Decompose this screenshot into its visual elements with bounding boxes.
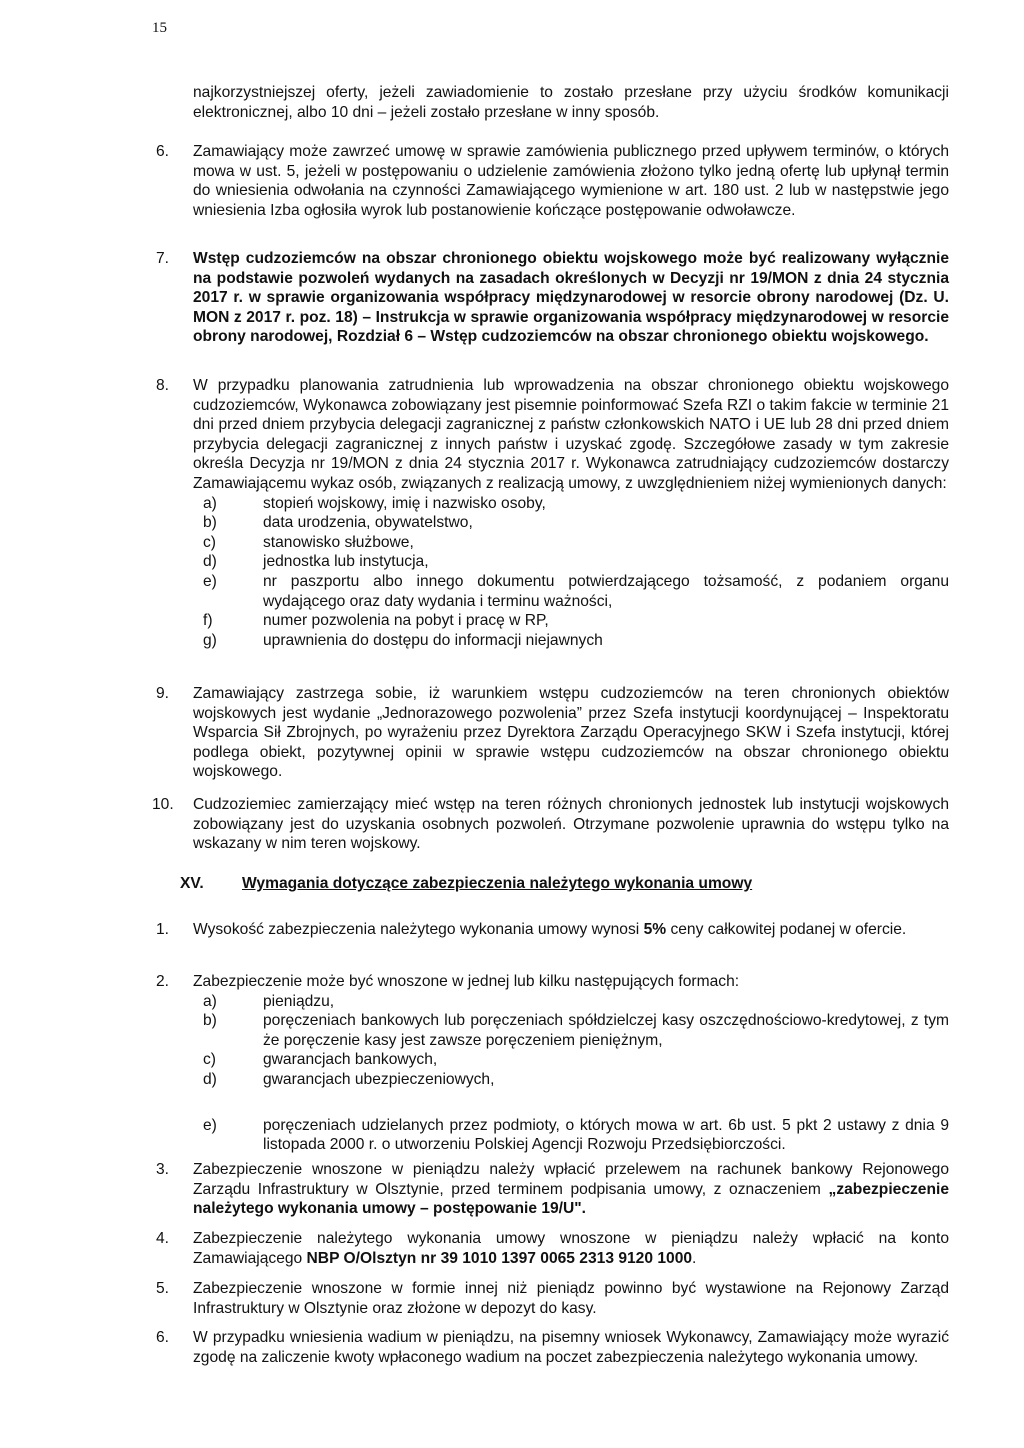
s2-block xyxy=(193,972,949,1155)
s5-text: Zabezpieczenie wnoszone w formie innej niż pieniądz powinno być wystawione na Rejonowy Zarząd Infrastruktury w Olsztynie oraz złożone w depozyt do kasy. xyxy=(193,1280,949,1317)
s1-number: 1. xyxy=(156,921,170,938)
s2-item: a) pieniądzu, xyxy=(203,992,335,1010)
p8-item: g) uprawnienia do dostępu do informacji niejawnych xyxy=(203,631,603,649)
s2-item: e) poręczeniach udzielanych przez podmioty, o których mowa w art. 6b ust. 5 pkt 2 ustawy z dnia 9 listopada 2000 r. o utworzeniu Polskiej Agencji Rozwoju Przedsiębiorczości. xyxy=(203,1116,949,1154)
p8-number: 8. xyxy=(156,377,170,394)
intro-paragraph: najkorzystniejszej oferty, jeżeli zawiadomienie to zostało przesłane przy użyciu środków komunikacji elektronicznej, albo 10 dni – jeżeli zostało przesłane w inny sposób. xyxy=(193,84,949,121)
p6-text: Zamawiający może zawrzeć umowę w sprawie zamówienia publicznego przed upływem terminów, o których mowa w ust. 5, jeżeli w postępowaniu o udzielenie zamówienia złożono tylko jedną ofertę lub upłynął termin do wniesienia odwołania na czynności Zamawiającego wymienione w art. 180 ust. 2 lub w następstwie jego wniesienia Izba ogłosiła wyrok lub postanowienie kończące postępowanie odwoławcze. xyxy=(193,143,949,219)
s2-item: b) poręczeniach bankowych lub poręczeniach spółdzielczej kasy oszczędnościowo-kredytowej, z tym że poręczenie kasy jest zawsze poręczeniem pieniężnym, xyxy=(203,1012,949,1049)
s5-number: 5. xyxy=(156,1280,170,1297)
p10-text: Cudzoziemiec zamierzający mieć wstęp na teren różnych chronionych jednostek lub instytucji wojskowych zobowiązany jest do uzyskania osobnych pozwoleń. Otrzymane pozwolenie uprawnia do wstępu tylko na wskazany w nim teren wojskowy. xyxy=(193,796,949,853)
p8-item: c) stanowisko służbowe, xyxy=(203,533,414,551)
page-number: 15 xyxy=(152,20,167,36)
section-number: XV. xyxy=(180,875,204,892)
p8-block xyxy=(193,376,949,650)
s4-text: Zabezpieczenie należytego wykonania umowy wnoszone w pieniądzu należy wpłacić na konto Zamawiającego NBP O/Olsztyn nr 39 1010 1397 0065 2313 9120 1000. xyxy=(193,1230,949,1267)
p8-text: W przypadku planowania zatrudnienia lub wprowadzenia na obszar chronionego obiektu wojskowego cudzoziemców, Wykonawca zobowiązany jest pisemnie poinformować Szefa RZI o takim fakcie w terminie 21 dni przed dniem przybycia delegacji zagranicznej z państw członkowskich NATO i UE lub 28 dni przed dniem przybycia delegacji zagranicznej z innych państw i uzyskać zgodę. Szczegółowe zasady w tym zakresie określa Decyzja nr 19/MON z dnia 24 stycznia 2017 r. Wykonawca zatrudniający cudzoziemców dostarczy Zamawiającemu wykaz osób, związanych z realizacją umowy, z uwzględnieniem niżej wymienionych danych: xyxy=(193,377,949,492)
p8-item: b) data urodzenia, obywatelstwo, xyxy=(203,514,473,532)
s2-number: 2. xyxy=(156,973,170,990)
s2-text: Zabezpieczenie może być wnoszone w jednej lub kilku następujących formach: xyxy=(193,973,740,990)
p9-text: Zamawiający zastrzega sobie, iż warunkiem wstępu cudzoziemców na teren chronionych obiektów wojskowych jest wydanie „Jednorazowego pozwolenia” przez Szefa instytucji koordynującej – Inspektoratu Wsparcia Sił Zbrojnych, po wyrażeniu przez Dyrektora Zarządu Operacyjnego SKW i Szefa instytucji, której podlega obiekt, pozytywnej opinii w sprawie wstępu cudzoziemców na obszar chronionego obiektu wojskowego. xyxy=(193,685,949,781)
s2-item: c) gwarancjach bankowych, xyxy=(203,1051,438,1069)
s3-number: 3. xyxy=(156,1161,170,1178)
p7-number: 7. xyxy=(156,250,170,267)
p7-text: Wstęp cudzoziemców na obszar chronionego obiektu wojskowego może być realizowany wyłącznie na podstawie pozwoleń wydanych na zasadach określonych w Decyzji nr 19/MON z dnia 24 stycznia 2017 r. w sprawie organizowania współpracy międzynarodowej w resorcie obrony narodowej (Dz. U. MON z 2017 r. poz. 18) – Instrukcja w sprawie organizowania współpracy międzynarodowej w resorcie obrony narodowej, Rozdział 6 – Wstęp cudzoziemców na obszar chronionego obiektu wojskowego. xyxy=(193,250,949,346)
p6-number: 6. xyxy=(156,143,170,160)
p8-item: e) nr paszportu albo innego dokumentu potwierdzającego tożsamość, z podaniem organu wydającego oraz daty wydania i terminu ważności, xyxy=(203,572,949,610)
p8-item: a) stopień wojskowy, imię i nazwisko osoby, xyxy=(203,494,546,512)
p10-number: 10. xyxy=(152,796,174,813)
s1-text: Wysokość zabezpieczenia należytego wykonania umowy wynosi 5% ceny całkowitej podanej w ofercie. xyxy=(193,921,907,938)
section-title: Wymagania dotyczące zabezpieczenia należytego wykonania umowy xyxy=(242,875,753,892)
s2-item: d) gwarancjach ubezpieczeniowych, xyxy=(203,1070,495,1088)
s3-text: Zabezpieczenie wnoszone w pieniądzu należy wpłacić przelewem na rachunek bankowy Rejonowego Zarządu Infrastruktury w Olsztynie, przed terminem podpisania umowy, z oznaczeniem „zabezpieczenie należytego wykonania umowy – postępowanie 19/U". xyxy=(193,1161,949,1218)
s4-number: 4. xyxy=(156,1230,170,1247)
p8-item: f) numer pozwolenia na pobyt i pracę w RP, xyxy=(203,612,549,630)
p9-number: 9. xyxy=(156,685,170,702)
s6-number: 6. xyxy=(156,1329,170,1346)
p8-item: d) jednostka lub instytucja, xyxy=(203,553,429,571)
s6-text: W przypadku wniesienia wadium w pieniądzu, na pisemny wniosek Wykonawcy, Zamawiający może wyrazić zgodę na zaliczenie kwoty wpłaconego wadium na poczet zabezpieczenia należytego wykonania umowy. xyxy=(193,1329,949,1366)
